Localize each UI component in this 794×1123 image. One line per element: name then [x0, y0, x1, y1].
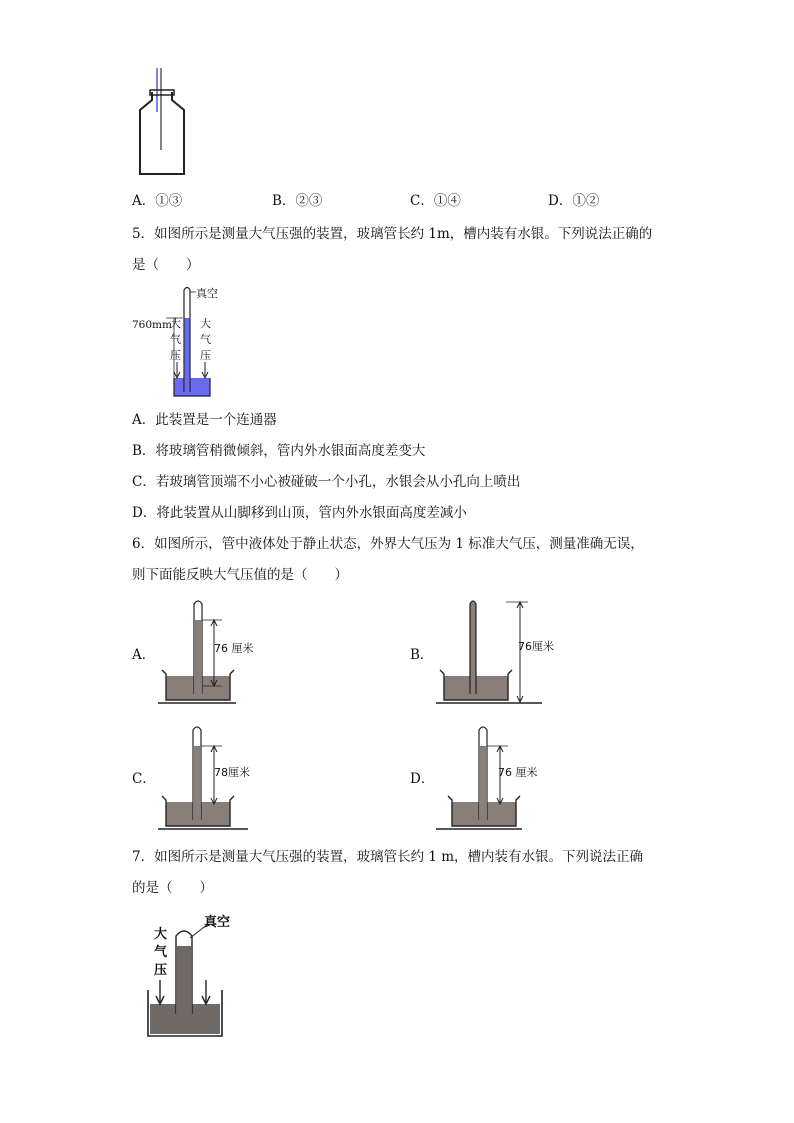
q4-option-c[interactable]: C．①④	[410, 193, 461, 209]
q7-atm-3: 压	[154, 963, 168, 978]
q6-option-b-letter[interactable]: B．	[410, 647, 434, 663]
q5-atm-right-1: 大	[200, 317, 211, 330]
q6-option-d-letter[interactable]: D．	[410, 771, 435, 787]
q7-stem-line1: 7．如图所示是测量大气压强的装置，玻璃管长约 1 m，槽内装有水银。下列说法正确	[132, 849, 644, 865]
q4-option-d[interactable]: D．①②	[548, 193, 600, 209]
q7-vacuum-label: 真空	[204, 915, 231, 930]
q5-atm-left-2: 气	[170, 333, 181, 346]
q6-option-d-label: 76 厘米	[498, 766, 538, 779]
q6-option-a-figure	[158, 598, 254, 706]
q5-vacuum-label: 真空	[196, 287, 218, 300]
q5-atm-right-2: 气	[200, 333, 211, 346]
q5-option-d[interactable]: D．将此装置从山脚移到山顶，管内外水银面高度差减小	[132, 505, 467, 521]
q7-atm-1: 大	[154, 927, 168, 942]
q5-option-a[interactable]: A．此装置是一个连通器	[132, 412, 277, 428]
q5-atm-left-1: 大	[170, 317, 181, 330]
q6-option-a-label: 76 厘米	[214, 642, 254, 655]
q6-option-d-figure	[436, 724, 536, 832]
bottle-figure	[130, 64, 190, 180]
q7-stem-line2: 的是（ ）	[132, 880, 213, 896]
q7-barometer-figure	[144, 910, 244, 1038]
q5-atm-right-3: 压	[200, 349, 211, 362]
q5-atm-left-3: 压	[170, 349, 181, 362]
q5-height-label: 760mm	[132, 319, 172, 331]
q6-option-b-figure	[436, 598, 554, 706]
q6-option-c-label: 78厘米	[214, 766, 250, 779]
q4-option-a[interactable]: A．①③	[132, 193, 183, 209]
q6-option-c-letter[interactable]: C．	[132, 771, 156, 787]
q6-stem-line2: 则下面能反映大气压值的是（ ）	[132, 567, 348, 583]
q5-barometer-figure	[130, 282, 240, 400]
q6-option-b-label: 76厘米	[518, 640, 554, 653]
q5-option-c[interactable]: C．若玻璃管顶端不小心被碰破一个小孔，水银会从小孔向上喷出	[132, 474, 521, 490]
q6-option-a-letter[interactable]: A．	[132, 647, 156, 663]
q7-atm-2: 气	[154, 945, 168, 960]
q5-stem-line2: 是（ ）	[132, 257, 200, 273]
q4-option-b[interactable]: B．②③	[272, 193, 323, 209]
q6-option-c-figure	[158, 724, 248, 832]
q5-stem-line1: 5．如图所示是测量大气压强的装置，玻璃管长约 1m，槽内装有水银。下列说法正确的	[132, 226, 653, 242]
q5-option-b[interactable]: B．将玻璃管稍微倾斜，管内外水银面高度差变大	[132, 443, 426, 459]
q6-stem-line1: 6．如图所示，管中液体处于静止状态，外界大气压为 1 标准大气压，测量准确无误，	[132, 536, 644, 552]
